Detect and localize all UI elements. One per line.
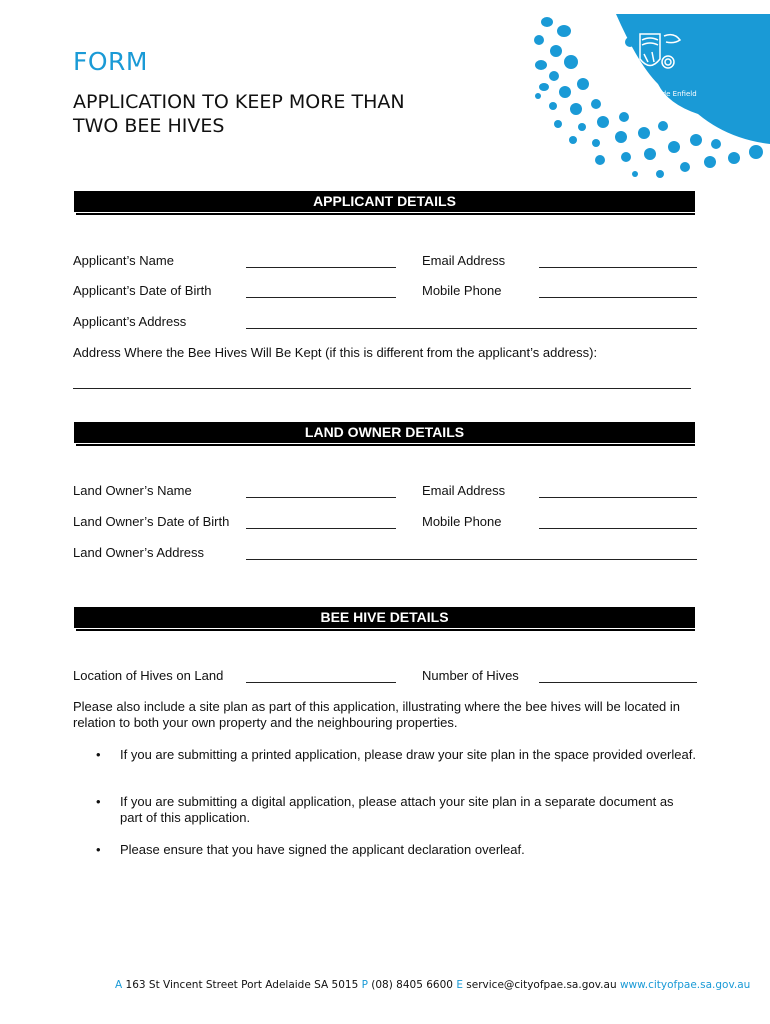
hive-location-label: Location of Hives on Land — [73, 668, 224, 683]
hive-address-label: Address Where the Bee Hives Will Be Kept (if this is different from the applicant’s address): — [73, 345, 598, 360]
applicant-address-field[interactable] — [246, 328, 697, 329]
bullet-text: If you are submitting a printed application, please draw your site plan in the space provided overleaf. — [120, 747, 696, 762]
footer-address: 163 St Vincent Street Port Adelaide SA 5015 — [125, 979, 359, 991]
form-label: FORM — [73, 47, 148, 76]
applicant-mobile-field[interactable] — [539, 297, 697, 298]
footer-email[interactable]: service@cityofpae.sa.gov.au — [466, 979, 617, 991]
applicant-name-label: Applicant’s Name — [73, 253, 174, 268]
hive-address-field[interactable] — [73, 388, 691, 389]
number-of-hives-field[interactable] — [539, 682, 697, 683]
applicant-address-label: Applicant’s Address — [73, 314, 187, 329]
bullet-icon: • — [96, 747, 101, 762]
footer-phone: (08) 8405 6600 — [371, 979, 453, 991]
number-of-hives-label: Number of Hives — [422, 668, 519, 683]
land-owner-mobile-field[interactable] — [539, 528, 697, 529]
land-owner-dob-label: Land Owner’s Date of Birth — [73, 514, 230, 529]
bee-hive-details-heading: BEE HIVE DETAILS — [74, 607, 695, 628]
applicant-name-field[interactable] — [246, 267, 396, 268]
list-item — [96, 842, 696, 858]
land-owner-name-field[interactable] — [246, 497, 396, 498]
land-owner-email-label: Email Address — [422, 483, 506, 498]
phone-key: P — [361, 979, 368, 991]
bullet-icon: • — [96, 842, 101, 857]
hive-location-field[interactable] — [246, 682, 396, 683]
applicant-mobile-label: Mobile Phone — [422, 283, 502, 298]
bullet-text: Please ensure that you have signed the applicant declaration overleaf. — [120, 842, 525, 857]
land-owner-name-label: Land Owner’s Name — [73, 483, 192, 498]
land-owner-address-field[interactable] — [246, 559, 697, 560]
site-plan-instructions: Please also include a site plan as part of this application, illustrating where the bee hives will be located in relation to both your own property and the neighbouring properties. — [73, 699, 681, 730]
logo-text: Port Adelaide Enfield — [624, 90, 697, 98]
land-owner-address-label: Land Owner’s Address — [73, 545, 205, 560]
land-owner-mobile-label: Mobile Phone — [422, 514, 502, 529]
title-line-2: TWO BEE HIVES — [73, 115, 225, 137]
land-owner-details-heading: LAND OWNER DETAILS — [74, 422, 695, 443]
applicant-email-label: Email Address — [422, 253, 506, 268]
bullet-icon: • — [96, 794, 101, 809]
council-logo — [528, 14, 770, 184]
email-key: E — [456, 979, 463, 991]
land-owner-dob-field[interactable] — [246, 528, 396, 529]
list-item — [96, 747, 696, 763]
applicant-dob-field[interactable] — [246, 297, 396, 298]
list-item — [96, 794, 696, 826]
applicant-email-field[interactable] — [539, 267, 697, 268]
footer-website-link[interactable]: www.cityofpae.sa.gov.au — [619, 979, 751, 991]
applicant-details-heading: APPLICANT DETAILS — [74, 191, 695, 212]
svg-text:CITY OF: CITY OF — [629, 81, 656, 87]
footer-contact — [115, 979, 750, 991]
logo-graphic — [528, 14, 770, 184]
applicant-dob-label: Applicant’s Date of Birth — [73, 283, 212, 298]
address-key: A — [115, 979, 123, 991]
land-owner-email-field[interactable] — [539, 497, 697, 498]
page-title — [73, 90, 493, 138]
bullet-text: If you are submitting a digital application, please attach your site plan in a separate document as part of this application. — [120, 794, 674, 825]
title-line-1: APPLICATION TO KEEP MORE THAN — [73, 91, 405, 113]
